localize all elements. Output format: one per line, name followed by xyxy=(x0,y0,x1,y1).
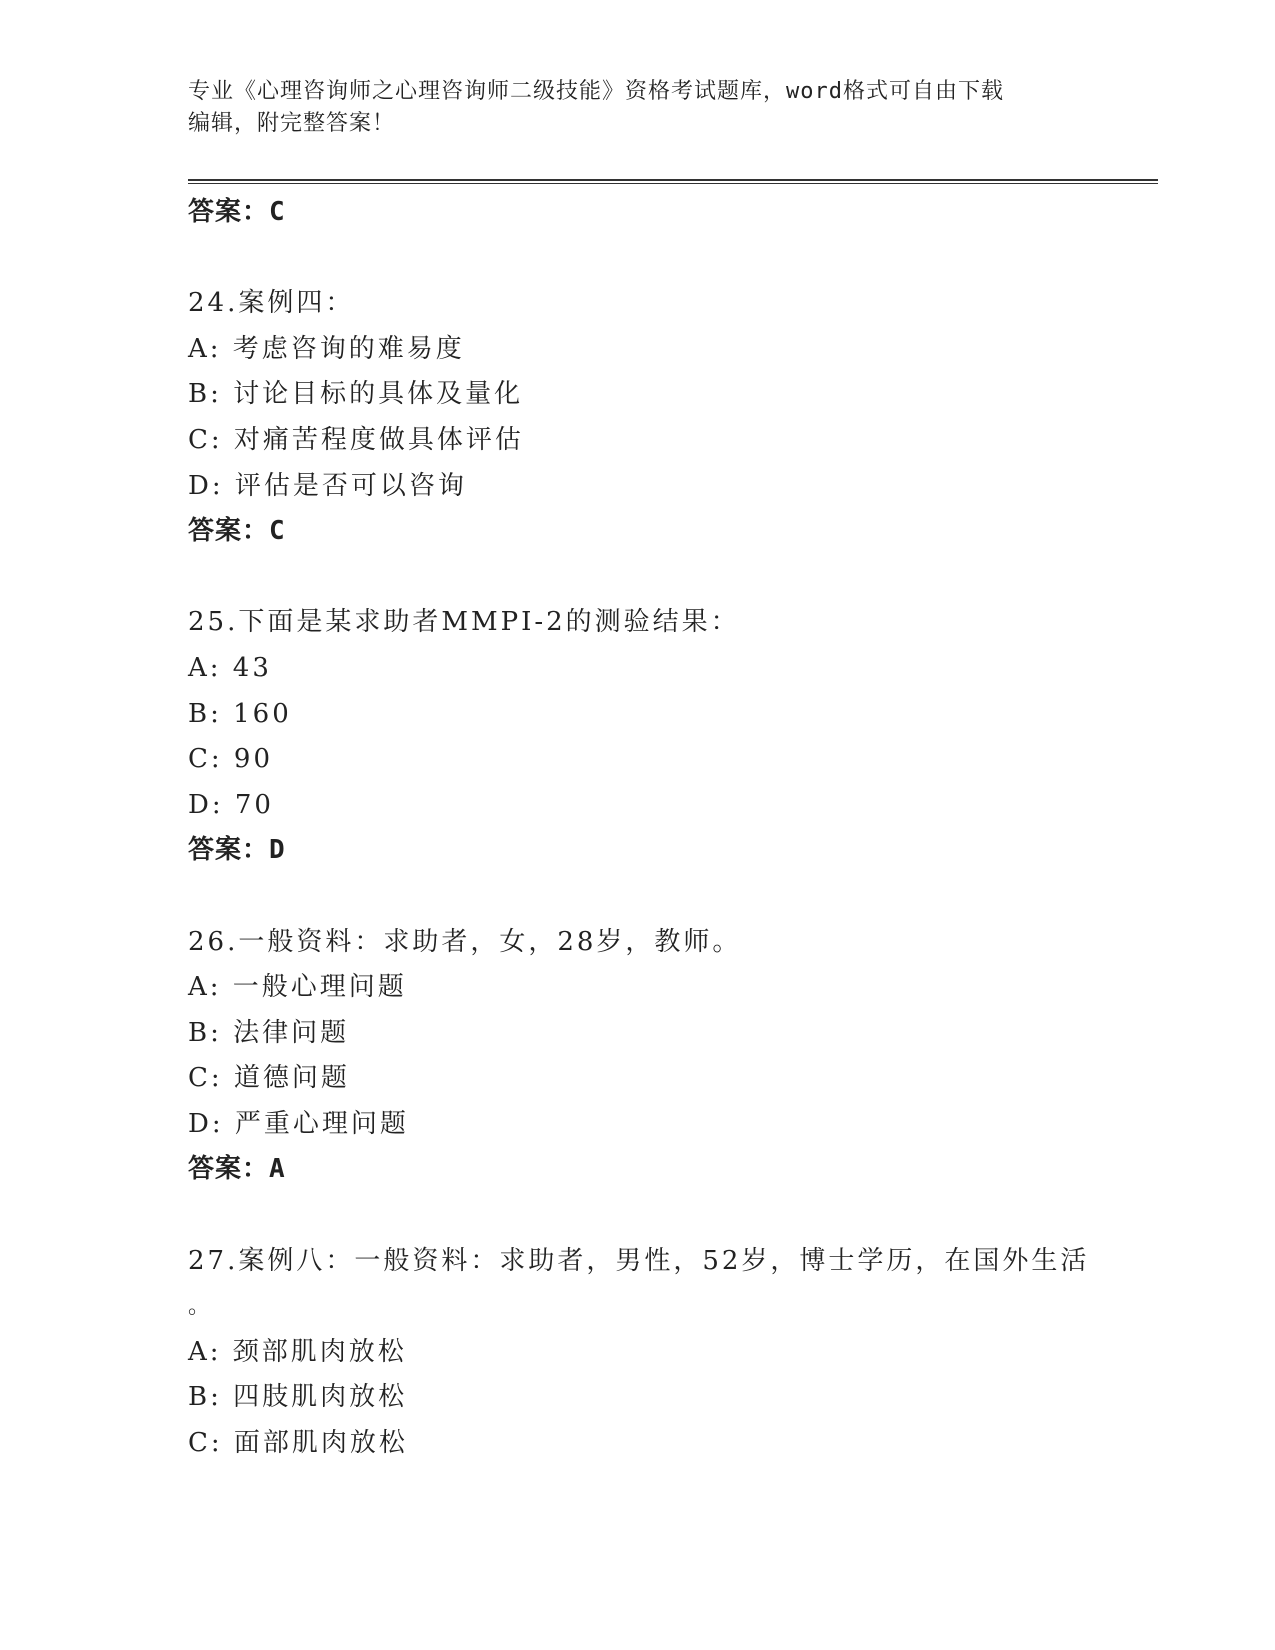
answer-line: 答案：A xyxy=(188,1154,286,1185)
question-stem: 24.案例四： xyxy=(188,288,355,319)
option-a: A: 考虑咨询的难易度 xyxy=(188,333,465,364)
answer-line: 答案：D xyxy=(188,835,286,866)
spacer xyxy=(188,555,1138,601)
question-stem: 27.案例八：一般资料：求助者，男性，52岁，博士学历，在国外生活 xyxy=(188,1245,1090,1276)
document-header xyxy=(188,76,1088,140)
option-c: C: 道德问题 xyxy=(188,1063,350,1094)
question-25 xyxy=(188,600,1138,874)
option-a: A: 43 xyxy=(188,652,272,683)
option-b: B: 四肢肌肉放松 xyxy=(188,1382,408,1413)
question-stem: 25.下面是某求助者MMPI-2的测验结果： xyxy=(188,607,740,638)
spacer xyxy=(188,1193,1138,1239)
question-stem-continuation: 。 xyxy=(188,1294,214,1320)
option-c: C: 面部肌肉放松 xyxy=(188,1428,408,1459)
header-line-1: 专业《心理咨询师之心理咨询师二级技能》资格考试题库，word格式可自由下载 xyxy=(188,79,1004,104)
option-d: D: 评估是否可以咨询 xyxy=(188,470,467,501)
header-line-2: 编辑，附完整答案！ xyxy=(188,111,396,136)
option-a: A: 颈部肌肉放松 xyxy=(188,1336,407,1367)
question-list xyxy=(188,190,1138,1467)
option-a: A: 一般心理问题 xyxy=(188,972,407,1003)
option-c: C: 对痛苦程度做具体评估 xyxy=(188,424,524,455)
option-b: B: 法律问题 xyxy=(188,1017,350,1048)
question-24 xyxy=(188,281,1138,555)
option-c: C: 90 xyxy=(188,744,274,775)
question-27 xyxy=(188,1239,1138,1467)
answer-line: 答案：C xyxy=(188,197,286,227)
option-d: D: 70 xyxy=(188,789,274,820)
answer-line: 答案：C xyxy=(188,516,286,547)
question-26 xyxy=(188,920,1138,1194)
question-stem: 26.一般资料：求助者，女，28岁，教师。 xyxy=(188,926,742,957)
header-divider xyxy=(188,179,1158,184)
option-b: B: 160 xyxy=(188,698,292,729)
spacer xyxy=(188,874,1138,920)
option-b: B: 讨论目标的具体及量化 xyxy=(188,379,524,410)
spacer xyxy=(188,236,1138,282)
option-d: D: 严重心理问题 xyxy=(188,1108,409,1139)
